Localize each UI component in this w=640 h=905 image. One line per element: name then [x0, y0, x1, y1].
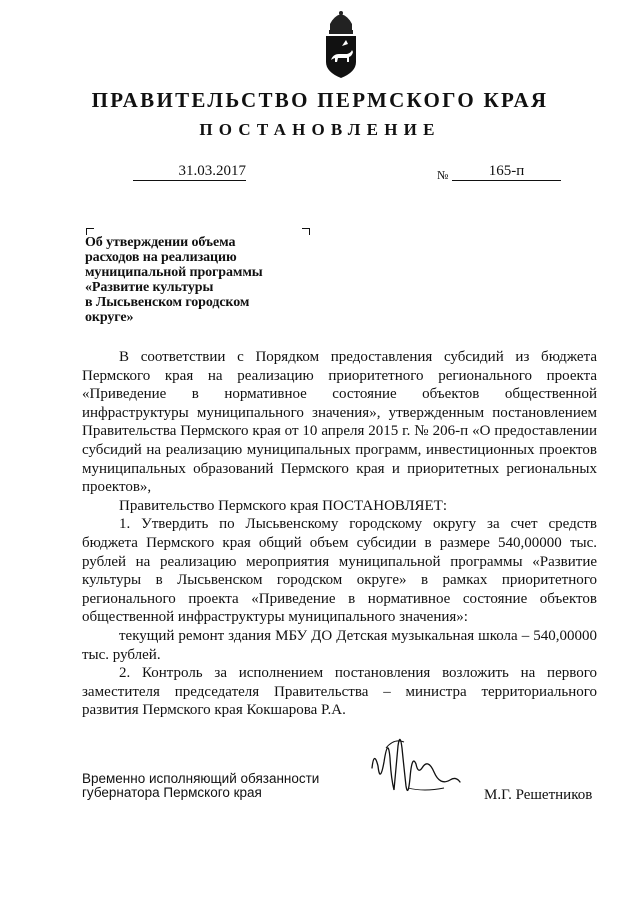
number-sign: № — [437, 168, 449, 182]
clause-2: 2. Контроль за исполнением постановления возложить на первого заместителя председателя Правительства – министра территориального развития Пермского края Кокшарова Р.А. — [82, 665, 597, 719]
subject-corner-mark-right — [302, 228, 310, 235]
preamble-paragraph: В соответствии с Порядком предоставления субсидий из бюджета Пермского края на реализацию приоритетного регионального проекта «Приведение в нормативное состояние объектов общественной инфраструктуры муниципального значения», утвержденным постановлением Правительства Пермского края от 10 апреля 2015 г. № 206-п «О предоставлении субсидий на реализацию муниципальных программ, инвестиционных проектов муниципальных образований Пермского края и приоритетных региональных проектов», — [82, 349, 597, 496]
resolution-statement: Правительство Пермского края ПОСТАНОВЛЯЕТ: — [119, 497, 448, 514]
decree-body — [82, 348, 597, 720]
clause-1: 1. Утвердить по Лысьвенскому городскому округу за счет средств бюджета Пермского края общий объем субсидии в размере 540,00000 тыс. рублей на реализацию мероприятия муниципальной программы «Развитие культуры в Лысьвенском городском округе» в рамках приоритетного регионального проекта «Приведение в нормативное состояние объектов общественной инфраструктуры муниципального значения»: — [82, 516, 597, 626]
decree-number: 165-п — [452, 163, 561, 181]
decree-date: 31.03.2017 — [133, 163, 246, 181]
subject-line: «Развитие культуры — [85, 280, 214, 295]
signer-position-line: Временно исполняющий обязанности — [82, 771, 320, 786]
subject-corner-mark-left — [86, 228, 94, 235]
clause-1-subitem: текущий ремонт здания МБУ ДО Детская музыкальная школа – 540,00000 тыс. рублей. — [82, 627, 597, 663]
document-type-title: ПОСТАНОВЛЕНИЕ — [199, 120, 441, 139]
subject-line: в Лысьвенском городском — [85, 295, 250, 310]
handwritten-signature — [364, 728, 464, 810]
subject-line: муниципальной программы — [85, 265, 263, 280]
subject-line: округе» — [85, 310, 134, 325]
signer-name: М.Г. Решетников — [484, 787, 593, 803]
decree-subject — [85, 235, 315, 325]
coat-of-arms-emblem — [322, 10, 360, 80]
signer-position — [82, 772, 362, 800]
subject-line: Об утверждении объема — [85, 235, 236, 250]
government-title: ПРАВИТЕЛЬСТВО ПЕРМСКОГО КРАЯ — [91, 88, 549, 112]
subject-line: расходов на реализацию — [85, 250, 237, 265]
signer-position-line: губернатора Пермского края — [82, 785, 262, 800]
